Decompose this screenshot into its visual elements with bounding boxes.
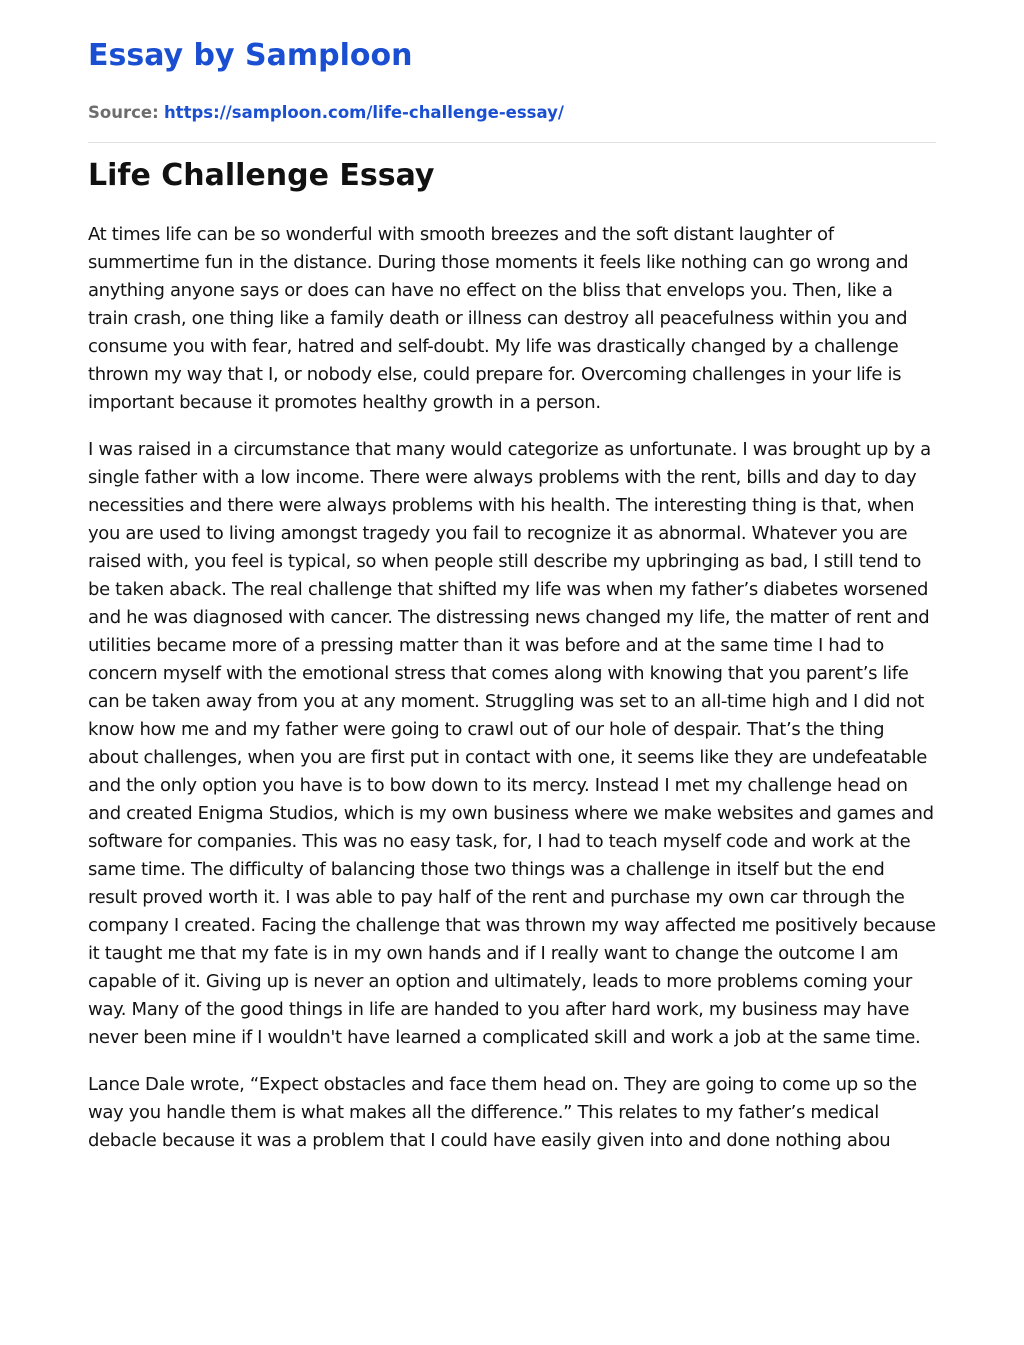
essay-paragraph-2: I was raised in a circumstance that many would categorize as unfortunate. I was brought up by a single father with a low income. There were always problems with the rent, bills and day to day necessities and there were always problems with his health. The interesting thing is that, when you are used to living amongst tragedy you fail to recognize it as abnormal. Whatever you are raised with, you feel is typical, so when people still describe my upbringing as bad, I still tend to be taken aback. The real challenge that shifted my life was when my father’s diabetes worsened and he was diagnosed with cancer. The distressing news changed my life, the matter of rent and utilities became more of a pressing matter than it was before and at the same time I had to concern myself with the emotional stress that comes along with knowing that you parent’s life can be taken away from you at any moment. Struggling was set to an all-time high and I did not know how me and my father were going to crawl out of our hole of despair. That’s the thing about challenges, when you are first put in contact with one, it seems like they are undefeatable and the only option you have is to bow down to its mercy. Instead I met my challenge head on and created Enigma Studios, which is my own business where we make websites and games and software for companies. This was no easy task, for, I had to teach myself code and work at the same time. The difficulty of balancing those two things was a challenge in itself but the end result proved worth it. I was able to pay half of the rent and purchase my own car through the company I created. Facing the challenge that was thrown my way affected me positively because it taught me that my fate is in my own hands and if I really want to change the outcome I am capable of it. Giving up is never an option and ultimately, leads to more problems coming your way. Many of the good things in life are handed to you after hard work, my business may have never been mine if I wouldn't have learned a complicated skill and work a job at the same time. — [88, 439, 936, 1048]
header-divider — [88, 142, 936, 143]
essay-paragraph-3: Lance Dale wrote, “Expect obstacles and face them head on. They are going to come up so the way you handle them is what makes all the difference.” This relates to my father’s medical debacle because it was a problem that I could have easily given into and done nothing abou — [88, 1074, 917, 1151]
site-brand-title: Essay by Samploon — [88, 38, 413, 73]
essay-title: Life Challenge Essay — [88, 158, 435, 193]
source-label: Source: — [88, 103, 159, 122]
essay-paragraph-1: At times life can be so wonderful with smooth breezes and the soft distant laughter of summertime fun in the distance. During those moments it feels like nothing can go wrong and anything anyone says or does can have no effect on the bliss that envelops you. Then, like a train crash, one thing like a family death or illness can destroy all peacefulness within you and consume you with fear, hatred and self-doubt. My life was drastically changed by a challenge thrown my way that I, or nobody else, could prepare for. Overcoming challenges in your life is important because it promotes healthy growth in a person. — [88, 224, 909, 413]
source-link[interactable]: https://samploon.com/life-challenge-essay/ — [163, 103, 564, 122]
essay-body — [88, 221, 936, 1174]
source-line — [88, 101, 564, 125]
